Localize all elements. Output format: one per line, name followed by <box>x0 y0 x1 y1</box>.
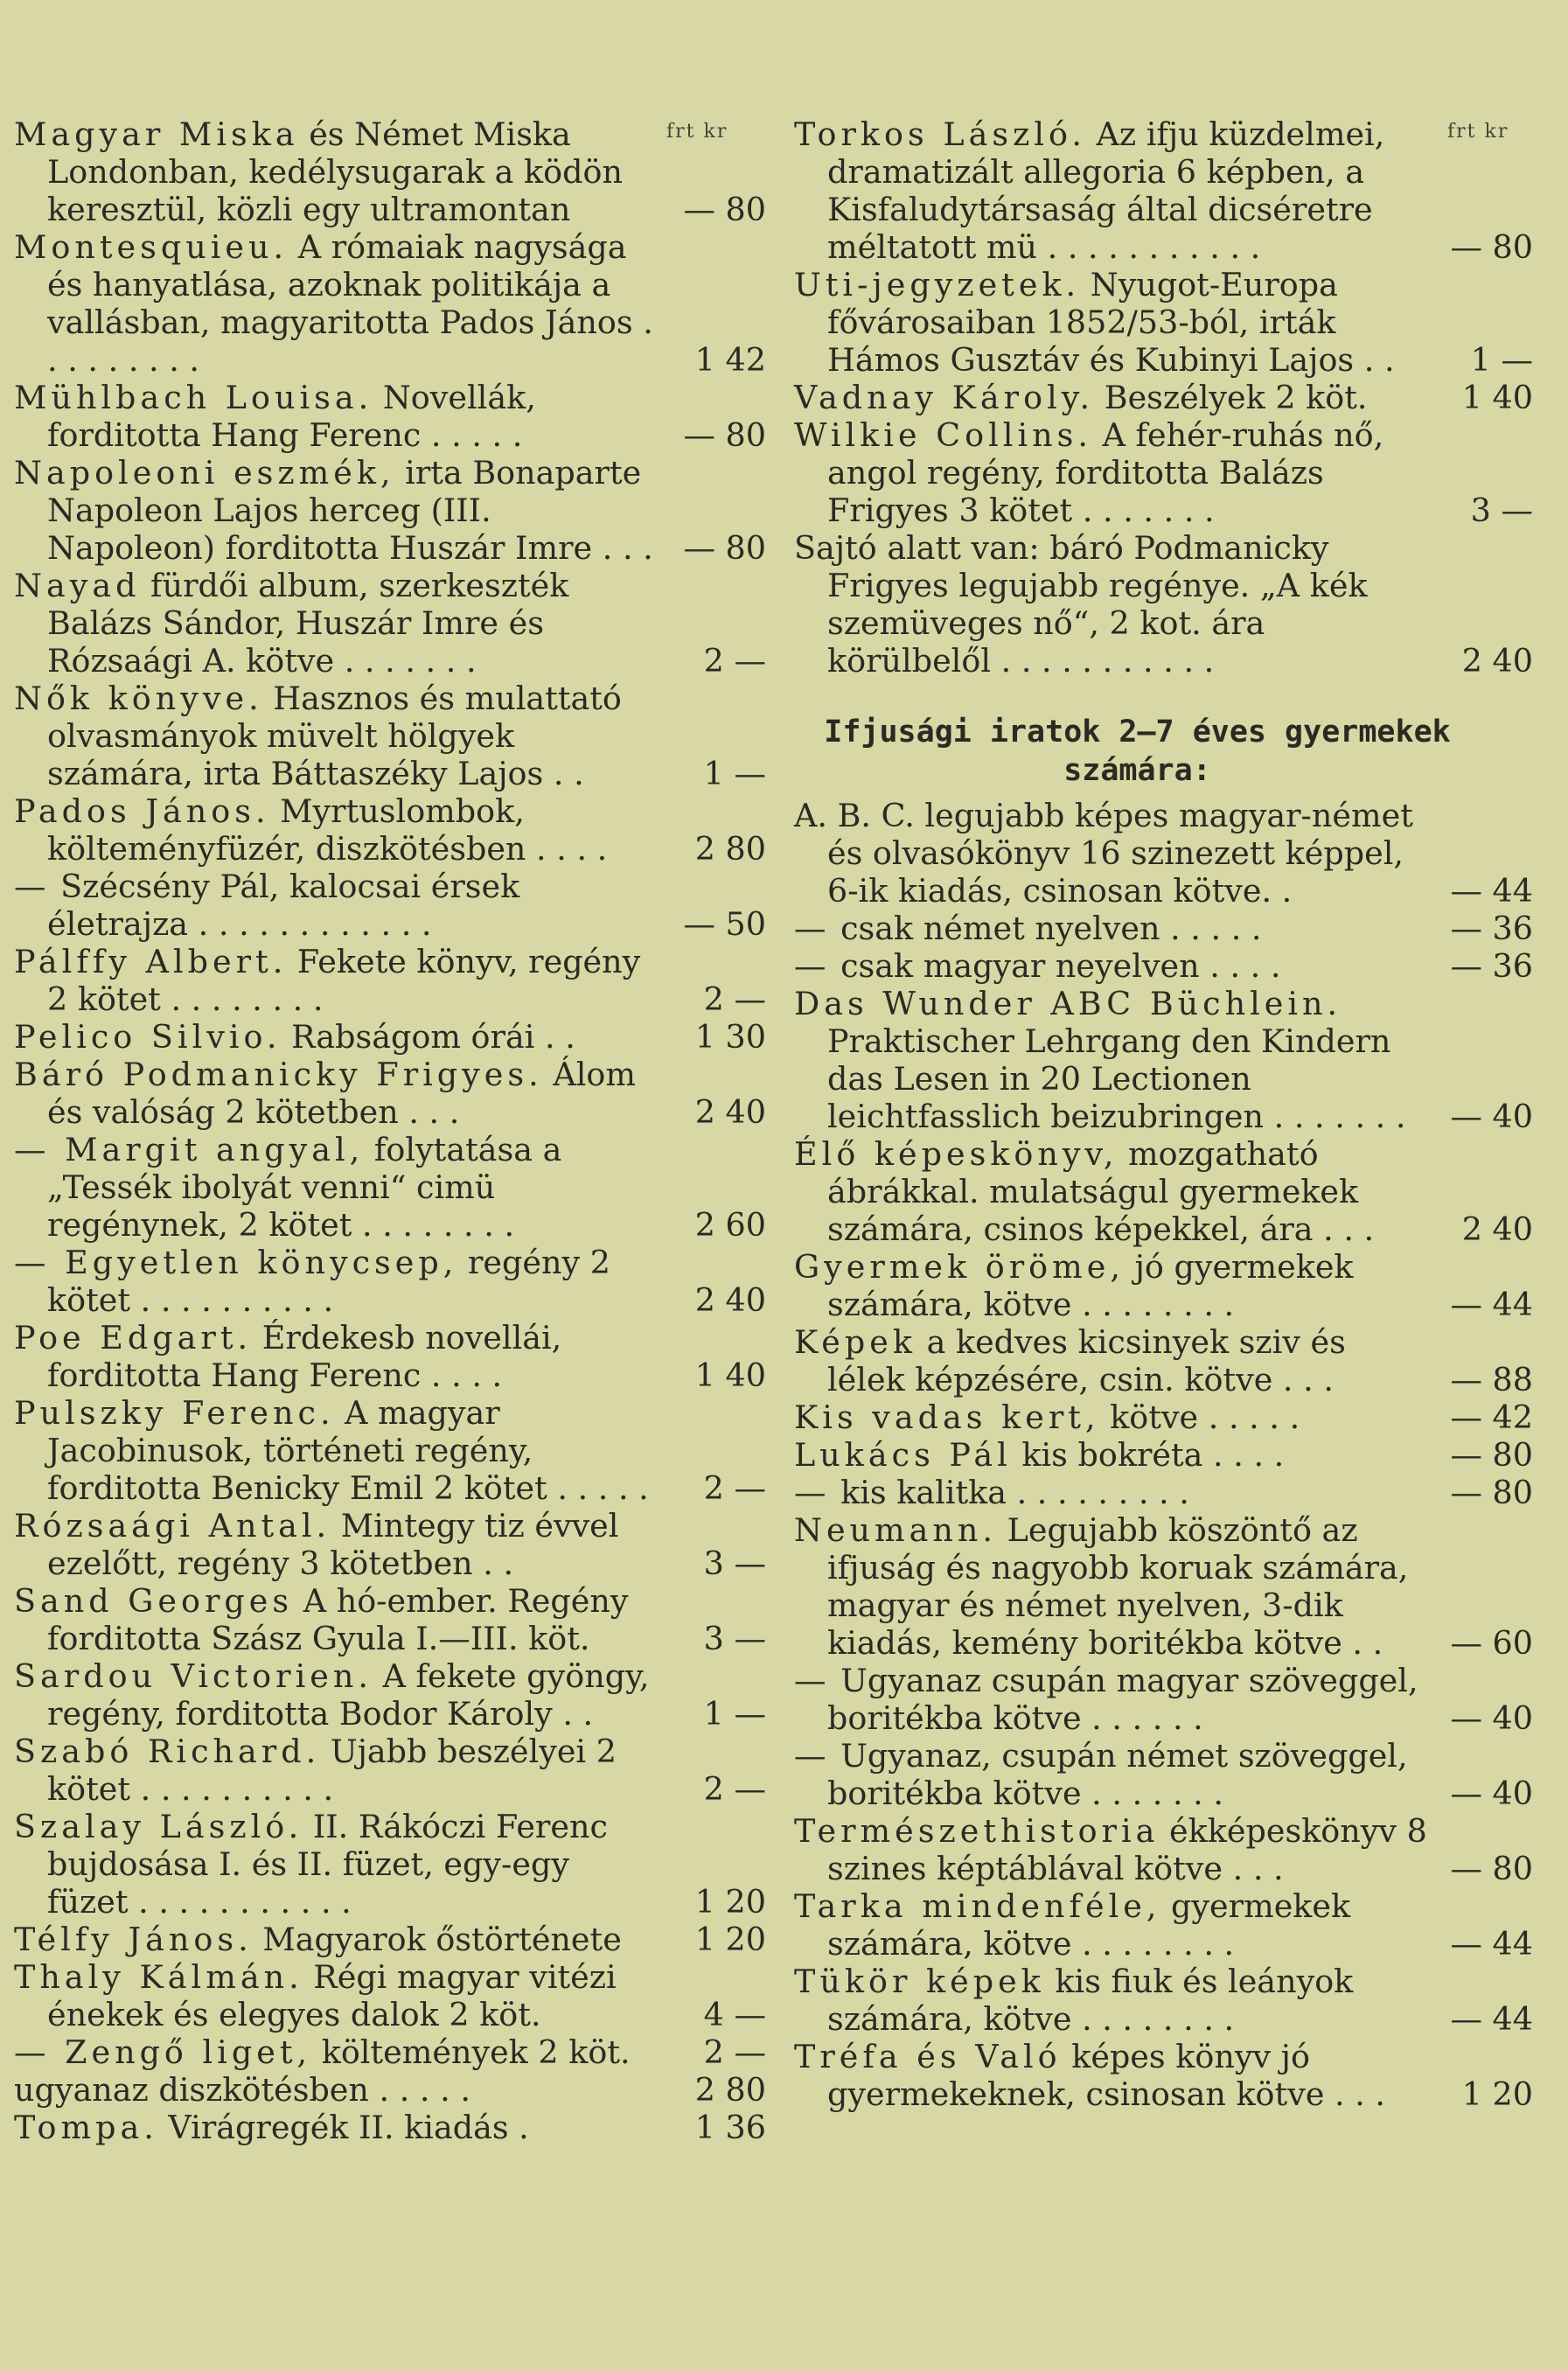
entry-text <box>14 379 654 454</box>
entry-title: II. Rákóczi Ferenc bujdosása I. és II. füzet, egy-egy füzet . . . . . . . . . . . <box>47 1808 608 1921</box>
entry-text <box>14 454 654 567</box>
entry-author: Neumann. <box>794 1511 998 1549</box>
entry-text <box>14 1018 654 1056</box>
entry-text <box>794 1887 1428 1963</box>
catalog-entry <box>794 1737 1533 1812</box>
entry-price: 1 — <box>703 1695 766 1733</box>
entry-author: Torkos László. <box>794 115 1086 153</box>
entry-text <box>794 1248 1428 1323</box>
catalog-entry <box>794 1323 1533 1398</box>
catalog-entry <box>14 1921 766 1958</box>
entry-title: A fekete gyöngy, regény, forditotta Bodor Károly . . <box>47 1657 650 1733</box>
entry-author: Mühlbach Louisa. <box>14 379 373 416</box>
entry-title: Ujabb beszélyei 2 kötet . . . . . . . . . . <box>47 1733 617 1808</box>
entry-title: ékképeskönyv 8 szines képtáblával kötve . . . <box>827 1812 1427 1887</box>
entry-text <box>14 2071 654 2109</box>
entry-title: A hó-ember. Regény forditotta Szász Gyula I.—III. köt. <box>47 1582 629 1657</box>
entry-author: — <box>794 1737 831 1775</box>
catalog-entry <box>14 454 766 567</box>
entry-text <box>14 2109 654 2146</box>
entry-price: 1 40 <box>694 1356 766 1394</box>
entry-author: — Egyetlen könycsep, <box>14 1244 458 1281</box>
entry-author: Szalay László. <box>14 1808 303 1845</box>
catalog-entry <box>14 2109 766 2146</box>
entry-author: Sand Georges <box>14 1582 294 1620</box>
catalog-entry <box>794 379 1533 416</box>
catalog-entry <box>14 1733 766 1808</box>
entry-author: Nayad <box>14 567 141 604</box>
entry-title: irta Bonaparte Napoleon Lajos herceg (III. Napoleon) forditotta Huszár Imre . . . <box>47 454 653 567</box>
entry-author: Wilkie Collins. <box>794 416 1092 454</box>
entry-price: 1 20 <box>694 1921 766 1958</box>
entry-title: Ugyanaz, csupán német szöveggel, boritékba kötve . . . . . . . <box>827 1737 1408 1812</box>
entry-text <box>794 529 1428 680</box>
entry-author: — Margit angyal, <box>14 1131 365 1168</box>
entry-text <box>794 985 1428 1135</box>
entry-title: Az ifju küzdelmei, dramatizált allegoria 6 képben, a Kisfaludytársaság által dicséretre méltatott mü . . . . . . . . . . . <box>827 115 1385 266</box>
entry-title: a kedves kicsinyek sziv és lélek képzésére, csin. kötve . . . <box>827 1323 1346 1398</box>
entry-text <box>14 1582 654 1657</box>
entry-title: Régi magyar vitézi énekek és elegyes dalok 2 köt. <box>47 1958 617 2033</box>
entry-text <box>14 1394 654 1507</box>
entry-text <box>794 1662 1428 1737</box>
entry-price: — 44 <box>1450 1925 1533 1963</box>
entry-title: és Német Miska Londonban, kedélysugarak a ködön keresztül, közli egy ultramontan <box>47 115 623 228</box>
entry-price: — 80 <box>1450 228 1533 266</box>
catalog-entry <box>794 115 1533 266</box>
entry-price: 1 30 <box>694 1018 766 1056</box>
entry-author: Élő képeskönyv, <box>794 1135 1119 1173</box>
entry-text <box>14 1319 654 1394</box>
catalog-entry <box>14 1394 766 1507</box>
entry-text <box>14 1733 654 1808</box>
entry-title: regény 2 kötet . . . . . . . . . . <box>47 1244 610 1319</box>
entry-price: — 80 <box>683 191 766 228</box>
catalog-entry <box>14 1808 766 1921</box>
catalog-entry <box>794 266 1533 379</box>
entry-title: képes könyv jó gyermekeknek, csinosan kötve . . . <box>827 2038 1386 2113</box>
entry-price: 2 — <box>703 642 766 680</box>
entry-price: 1 40 <box>1461 379 1533 416</box>
catalog-entry <box>14 115 766 228</box>
entry-title: Myrtuslombok, költeményfüzér, diszkötésben . . . . <box>47 792 608 868</box>
catalog-entry <box>794 1662 1533 1737</box>
entry-title: A. B. C. legujabb képes magyar-német és olvasókönyv 16 szinezett képpel, 6-ik kiadás, csinosan kötve. . <box>794 797 1413 910</box>
entry-text <box>794 1737 1428 1812</box>
entry-text <box>14 868 654 943</box>
entry-text <box>794 1436 1428 1474</box>
entry-author: Napoleoni eszmék, <box>14 454 395 492</box>
entry-price: 1 20 <box>694 1883 766 1921</box>
catalog-entry <box>794 2038 1533 2113</box>
entry-text <box>14 228 654 379</box>
entry-title: ugyanaz diszkötésben . . . . . <box>14 2071 470 2109</box>
entry-author: Gyermek öröme, <box>794 1248 1125 1286</box>
right-column-header: frt kr <box>1447 121 1509 143</box>
entry-text <box>14 680 654 792</box>
entry-price: — 36 <box>1450 910 1533 947</box>
catalog-entry <box>14 2071 766 2109</box>
entry-author: Das Wunder ABC Büchlein. <box>794 985 1342 1022</box>
entry-text <box>14 1056 654 1131</box>
entry-price: — 88 <box>1450 1361 1533 1398</box>
entry-author: Poe Edgart. <box>14 1319 253 1356</box>
entry-text <box>794 1812 1428 1887</box>
entry-author: Magyar Miska <box>14 115 299 153</box>
entry-price: 3 — <box>1470 492 1533 529</box>
catalog-entry <box>794 529 1533 680</box>
entry-author: Természethistoria <box>794 1812 1160 1850</box>
catalog-entry <box>794 1812 1533 1887</box>
catalog-entry <box>14 1056 766 1131</box>
entry-author: Rózsaági Antal. <box>14 1507 331 1545</box>
entry-title: kis kalitka . . . . . . . . . <box>830 1474 1189 1511</box>
catalog-entry <box>14 2033 766 2071</box>
entry-author: — <box>794 910 831 947</box>
catalog-entry <box>14 792 766 868</box>
entry-price: — 60 <box>1450 1624 1533 1662</box>
entry-title: Legujabb köszöntő az ifjuság és nagyobb koruak számára, magyar és német nyelven, 3-dik kiadás, kemény boritékba kötve . . <box>827 1511 1409 1662</box>
entry-price: — 80 <box>683 416 766 454</box>
entry-price: 1 20 <box>1461 2075 1533 2113</box>
catalog-entry <box>794 797 1533 910</box>
entry-text <box>794 1511 1428 1662</box>
catalog-entry <box>14 1958 766 2033</box>
entry-author: — Zengő liget, <box>14 2033 312 2071</box>
entry-title: Nyugot-Europa fővárosaiban 1852/53-ból, irták Hámos Gusztáv és Kubinyi Lajos . . <box>827 266 1395 379</box>
entry-title: csak magyar neyelven . . . . <box>830 947 1281 985</box>
entry-title: Virágregék II. kiadás . <box>157 2109 529 2146</box>
entry-price: — 44 <box>1450 1286 1533 1323</box>
entry-author: Báró Podmanicky Frigyes. <box>14 1056 543 1093</box>
entry-text <box>14 567 654 680</box>
entry-author: Sardou Victorien. <box>14 1657 373 1695</box>
catalog-entry <box>794 947 1533 985</box>
entry-title: Praktischer Lehrgang den Kindern das Lesen in 20 Lectionen leichtfasslich beizubringen . . . . . . . <box>827 1022 1406 1135</box>
catalog-entry <box>794 1436 1533 1474</box>
entry-author: Pados János. <box>14 792 270 830</box>
catalog-entry <box>14 567 766 680</box>
entry-price: 2 40 <box>1461 642 1533 680</box>
entry-text <box>14 1958 654 2033</box>
entry-text <box>794 1135 1428 1248</box>
catalog-entry <box>14 1018 766 1056</box>
entry-text <box>794 1963 1428 2038</box>
catalog-entry <box>794 1135 1533 1248</box>
entry-author: Tompa. <box>14 2109 158 2146</box>
entry-text <box>794 266 1428 379</box>
catalog-entry <box>14 1582 766 1657</box>
left-column-header: frt kr <box>666 121 728 143</box>
catalog-entry <box>794 1963 1533 2038</box>
entry-author: Montesquieu. <box>14 228 289 266</box>
entry-price: 2 40 <box>694 1093 766 1131</box>
entry-title: Mintegy tiz évvel ezelőtt, regény 3 kötetben . . <box>47 1507 619 1582</box>
catalog-entry <box>14 680 766 792</box>
entry-price: — 40 <box>1450 1098 1533 1135</box>
entry-title: kötve . . . . . <box>1099 1398 1300 1436</box>
entry-author: Tréfa és Való <box>794 2038 1062 2075</box>
entry-price: — 80 <box>1450 1850 1533 1887</box>
entry-title: csak német nyelven . . . . . <box>830 910 1262 947</box>
entry-text <box>14 2033 654 2071</box>
entry-text <box>794 1398 1428 1436</box>
entry-text <box>794 416 1428 529</box>
catalog-entry <box>14 1131 766 1244</box>
entry-author: Lukács Pál <box>794 1436 1012 1474</box>
entry-price: 2 — <box>703 2033 766 2071</box>
entry-price: 1 36 <box>694 2109 766 2146</box>
entry-title: Ugyanaz csupán magyar szöveggel, boritékba kötve . . . . . . <box>827 1662 1418 1737</box>
entry-price: — 50 <box>683 905 766 943</box>
entry-author: Tarka mindenféle, <box>794 1887 1161 1925</box>
catalog-entry <box>794 910 1533 947</box>
entry-author: Pálffy Albert. <box>14 943 288 980</box>
entry-price: — 36 <box>1450 947 1533 985</box>
entry-title: Fekete könyv, regény 2 kötet . . . . . . . . <box>47 943 641 1018</box>
entry-price: 1 42 <box>694 341 766 379</box>
entry-price: — 44 <box>1450 872 1533 910</box>
entry-author: Pulszky Ferenc. <box>14 1394 335 1432</box>
entry-title: Érdekesb novellái, forditotta Hang Ferenc . . . . <box>47 1319 562 1394</box>
entry-text <box>14 943 654 1018</box>
entry-title: A rómaiak nagysága és hanyatlása, azoknak politikája a vallásban, magyaritotta Pados János . . . . . . . . . <box>47 228 653 379</box>
entry-author: Thaly Kálmán. <box>14 1958 303 1996</box>
entry-title: fürdői album, szerkeszték Balázs Sándor, Huszár Imre és Rózsaági A. kötve . . . . . . . <box>47 567 569 680</box>
entry-price: 2 — <box>703 980 766 1018</box>
entry-price: 2 60 <box>694 1206 766 1244</box>
catalog-entry <box>794 1511 1533 1662</box>
entry-author: — <box>794 1662 831 1699</box>
entry-title: A magyar Jacobinusok, történeti regény, forditotta Benicky Emil 2 kötet . . . . . <box>47 1394 649 1507</box>
entry-price: — 80 <box>1450 1436 1533 1474</box>
entry-title: kis bokréta . . . . <box>1011 1436 1285 1474</box>
entry-author: — <box>794 947 831 985</box>
entry-text <box>14 115 654 228</box>
catalog-entry <box>14 379 766 454</box>
entry-price: — 80 <box>683 529 766 567</box>
entry-title: mozgatható ábrákkal. mulatságul gyermekek számára, csinos képekkel, ára . . . <box>827 1135 1375 1248</box>
section-heading: Ifjusági iratok 2—7 éves gyermekek számára: <box>824 715 1451 788</box>
entry-text <box>794 115 1428 266</box>
entry-author: Kis vadas kert, <box>794 1398 1100 1436</box>
catalog-entry <box>794 985 1533 1135</box>
entry-price: — 40 <box>1450 1699 1533 1737</box>
entry-title: Szécsény Pál, kalocsai érsek életrajza . . . . . . . . . . . . <box>47 868 520 943</box>
entry-text <box>14 1131 654 1244</box>
entry-price: 2 40 <box>1461 1210 1533 1248</box>
entry-title: Sajtó alatt van: báró Podmanicky Frigyes legujabb regénye. „A kék szemüveges nő“, 2 kot. ára körülbelől . . . . . . . . . . . <box>794 529 1368 680</box>
entry-text <box>794 1474 1428 1511</box>
entry-title: kis fiuk és leányok számára, kötve . . . . . . . . <box>827 1963 1354 2038</box>
catalog-entry <box>14 1244 766 1319</box>
entry-title: Hasznos és mulattató olvasmányok müvelt hölgyek számára, irta Báttaszéky Lajos . . <box>47 680 622 792</box>
catalog-entry <box>14 1507 766 1582</box>
entry-price: 2 80 <box>694 2071 766 2109</box>
entry-text <box>14 1244 654 1319</box>
entry-title: Magyarok őstörténete <box>252 1921 622 1958</box>
right-column <box>794 115 1533 2113</box>
entry-author: Uti-jegyzetek. <box>794 266 1081 303</box>
entry-text <box>14 1657 654 1733</box>
entry-author: Szabó Richard. <box>14 1733 321 1770</box>
entry-author: Nők könyve. <box>14 680 263 717</box>
entry-text <box>794 797 1428 910</box>
entry-price: 2 40 <box>694 1281 766 1319</box>
entry-price: 2 80 <box>694 830 766 868</box>
catalog-entry <box>14 1319 766 1394</box>
entry-price: — 40 <box>1450 1775 1533 1812</box>
entry-price: 1 — <box>1470 341 1533 379</box>
entry-text <box>14 1921 654 1958</box>
entry-title: folytatása a „Tessék ibolyát venni“ cimü regénynek, 2 kötet . . . . . . . . <box>47 1131 562 1244</box>
entry-text <box>794 1323 1428 1398</box>
entry-price: 2 — <box>703 1469 766 1507</box>
entry-title: A fehér-ruhás nő, angol regény, forditotta Balázs Frigyes 3 kötet . . . . . . . <box>827 416 1384 529</box>
catalog-entry <box>794 1248 1533 1323</box>
entry-price: 2 — <box>703 1770 766 1808</box>
entry-author: Tükör képek <box>794 1963 1045 2000</box>
entry-price: 4 — <box>703 1996 766 2033</box>
entry-price: 3 — <box>703 1545 766 1582</box>
catalog-entry <box>14 228 766 379</box>
entry-text <box>794 2038 1428 2113</box>
catalog-entry <box>794 1398 1533 1436</box>
left-column <box>14 115 766 2146</box>
entry-text <box>14 1507 654 1582</box>
entry-text <box>794 947 1428 985</box>
entry-author: Pelico Silvio. <box>14 1018 282 1056</box>
entry-text <box>794 379 1428 416</box>
catalog-entry <box>794 1474 1533 1511</box>
entry-title: Beszélyek 2 köt. <box>1094 379 1368 416</box>
entry-price: 1 — <box>703 755 766 792</box>
entry-price: — 80 <box>1450 1474 1533 1511</box>
catalog-entry <box>14 1657 766 1733</box>
catalog-entry <box>14 868 766 943</box>
catalog-entry <box>794 416 1533 529</box>
entry-price: 3 — <box>703 1620 766 1657</box>
entry-price: — 44 <box>1450 2000 1533 2038</box>
entry-title: Rabságom órái . . <box>281 1018 575 1056</box>
entry-title: jó gyermekek számára, kötve . . . . . . . . <box>827 1248 1354 1323</box>
entry-title: költemények 2 köt. <box>311 2033 631 2071</box>
entry-price: — 42 <box>1450 1398 1533 1436</box>
entry-author: — <box>794 1474 831 1511</box>
entry-title: Novellák, forditotta Hang Ferenc . . . . . <box>47 379 536 454</box>
entry-text <box>14 792 654 868</box>
entry-text <box>14 1808 654 1921</box>
catalog-entry <box>14 943 766 1018</box>
entry-author: Vadnay Károly. <box>794 379 1095 416</box>
entry-title: Álom és valóság 2 kötetben . . . <box>47 1056 636 1131</box>
entry-title: gyermekek számára, kötve . . . . . . . . <box>827 1887 1351 1963</box>
entry-author: Télfy János. <box>14 1921 253 1958</box>
entry-author: Képek <box>794 1323 916 1361</box>
entry-text <box>794 910 1428 947</box>
entry-author: — <box>14 868 51 905</box>
catalog-entry <box>794 1887 1533 1963</box>
